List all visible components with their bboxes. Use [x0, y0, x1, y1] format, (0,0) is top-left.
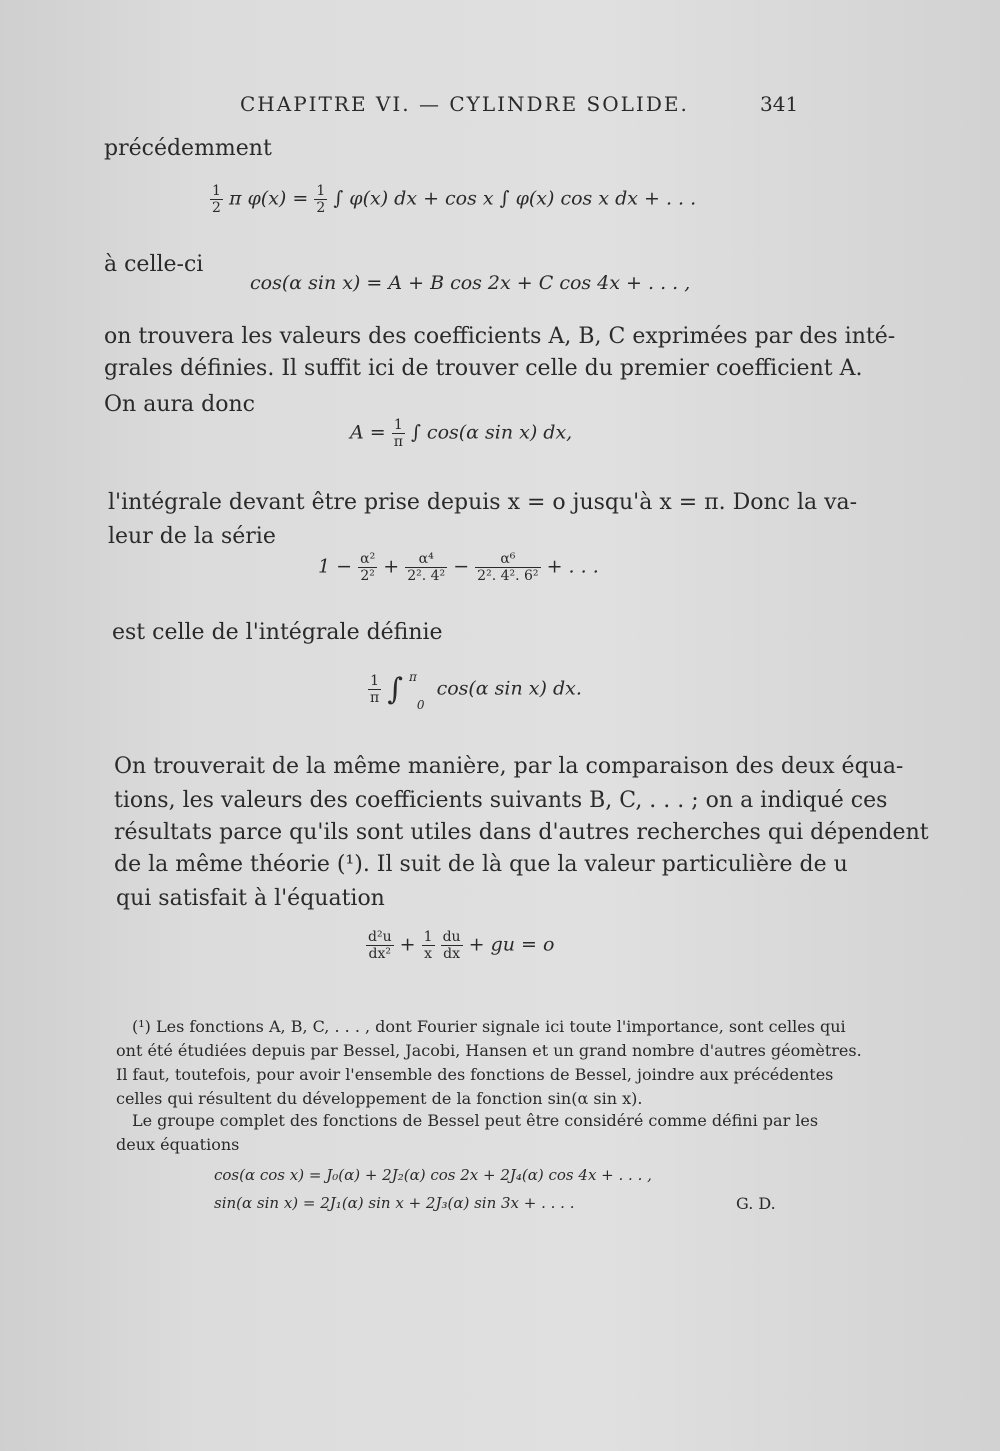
page-number: 341: [760, 92, 799, 116]
equation-6: $\frac{\text{d²u}}{\text{dx²}}$ + $\frac{1}{x}$ $\frac{du}{dx}$ + gu = o: [368, 929, 555, 962]
fraction: $\frac{\text{α²}}{\text{2²}}$: [360, 551, 376, 584]
bessel-equation-cos: cos(α cos x) = J₀(α) + 2J₂(α) cos 2x + 2J₄(α) cos 4x + . . . ,: [214, 1166, 652, 1184]
footnote-line: (¹) Les fonctions A, B, C, . . . , dont Fourier signale ici toute l'importance, sont celles qui: [132, 1017, 846, 1036]
equation-2: cos(α sin x) = A + B cos 2x + C cos 4x + . . . ,: [250, 272, 691, 294]
page-header: [0, 92, 1000, 122]
footnote-signature: G. D.: [736, 1194, 776, 1213]
body-line: l'intégrale devant être prise depuis x = o jusqu'à x = π. Donc la va-: [108, 490, 858, 515]
body-line: qui satisfait à l'équation: [116, 886, 385, 911]
bessel-equation-sin: sin(α sin x) = 2J₁(α) sin x + 2J₃(α) sin 3x + . . . .: [214, 1194, 575, 1212]
integral-sign: ∫: [387, 672, 403, 707]
running-title: CHAPITRE VI. — CYLINDRE SOLIDE.: [240, 92, 689, 116]
fraction: $\frac{\text{α⁴}}{\text{2². 4²}}$: [407, 551, 446, 584]
body-line: précédemment: [104, 136, 272, 161]
fraction: $\frac{1}{\pi}$: [370, 673, 380, 706]
footnote-line: ont été étudiées depuis par Bessel, Jacobi, Hansen et un grand nombre d'autres géomètres.: [116, 1041, 862, 1060]
body-line: leur de la série: [108, 524, 276, 549]
body-line: de la même théorie (¹). Il suit de là que la valeur particulière de u: [114, 852, 848, 877]
footnote-line: Le groupe complet des fonctions de Bessel peut être considéré comme défini par les: [132, 1111, 819, 1130]
equation-4: 1 − $\frac{\text{α²}}{\text{2²}}$ + $\frac{\text{α⁴}}{\text{2². 4²}}$ − $\frac{\text{α⁶}}{\text{2². 4². 6²}}$ + . . .: [318, 551, 599, 584]
fraction: $\frac{1}{2}$: [212, 183, 221, 216]
fraction: $\frac{1}{2}$: [316, 183, 326, 216]
body-line: on trouvera les valeurs des coefficients A, B, C exprimées par des inté-: [104, 324, 896, 349]
equation-3: A = $\frac{1}{\pi}$ ∫ cos(α sin x) dx,: [350, 417, 573, 450]
footnote-line: celles qui résultent du développement de la fonction sin(α sin x).: [116, 1089, 643, 1108]
fraction: $\frac{1}{\pi}$: [393, 417, 403, 450]
equation-5: $\frac{1}{\pi}$ ∫ $^\pi$ $_0$ cos(α sin x) dx.: [370, 669, 582, 712]
fraction: $\frac{du}{dx}$: [442, 929, 461, 962]
body-line: On trouverait de la même manière, par la comparaison des deux équa-: [114, 754, 904, 779]
body-line: tions, les valeurs des coefficients suivants B, C, . . . ; on a indiqué ces: [114, 788, 888, 813]
equation-1: $\frac{1}{2}$ π φ(x) = $\frac{1}{2}$ ∫ φ(x) dx + cos x ∫ φ(x) cos x dx + . . .: [212, 183, 697, 216]
body-line: est celle de l'intégrale définie: [112, 620, 443, 645]
fraction: $\frac{\text{d²u}}{\text{dx²}}$: [368, 929, 392, 962]
fraction: $\frac{\text{α⁶}}{\text{2². 4². 6²}}$: [477, 551, 539, 584]
body-line: grales définies. Il suffit ici de trouver celle du premier coefficient A.: [104, 356, 863, 381]
footnote-line: Il faut, toutefois, pour avoir l'ensemble des fonctions de Bessel, joindre aux précédentes: [116, 1065, 834, 1084]
fraction: $\frac{1}{x}$: [423, 929, 433, 962]
body-line: On aura donc: [104, 392, 255, 417]
body-line: à celle-ci: [104, 252, 204, 277]
body-line: résultats parce qu'ils sont utiles dans d'autres recherches qui dépendent: [114, 820, 929, 845]
footnote-line: deux équations: [116, 1135, 240, 1154]
